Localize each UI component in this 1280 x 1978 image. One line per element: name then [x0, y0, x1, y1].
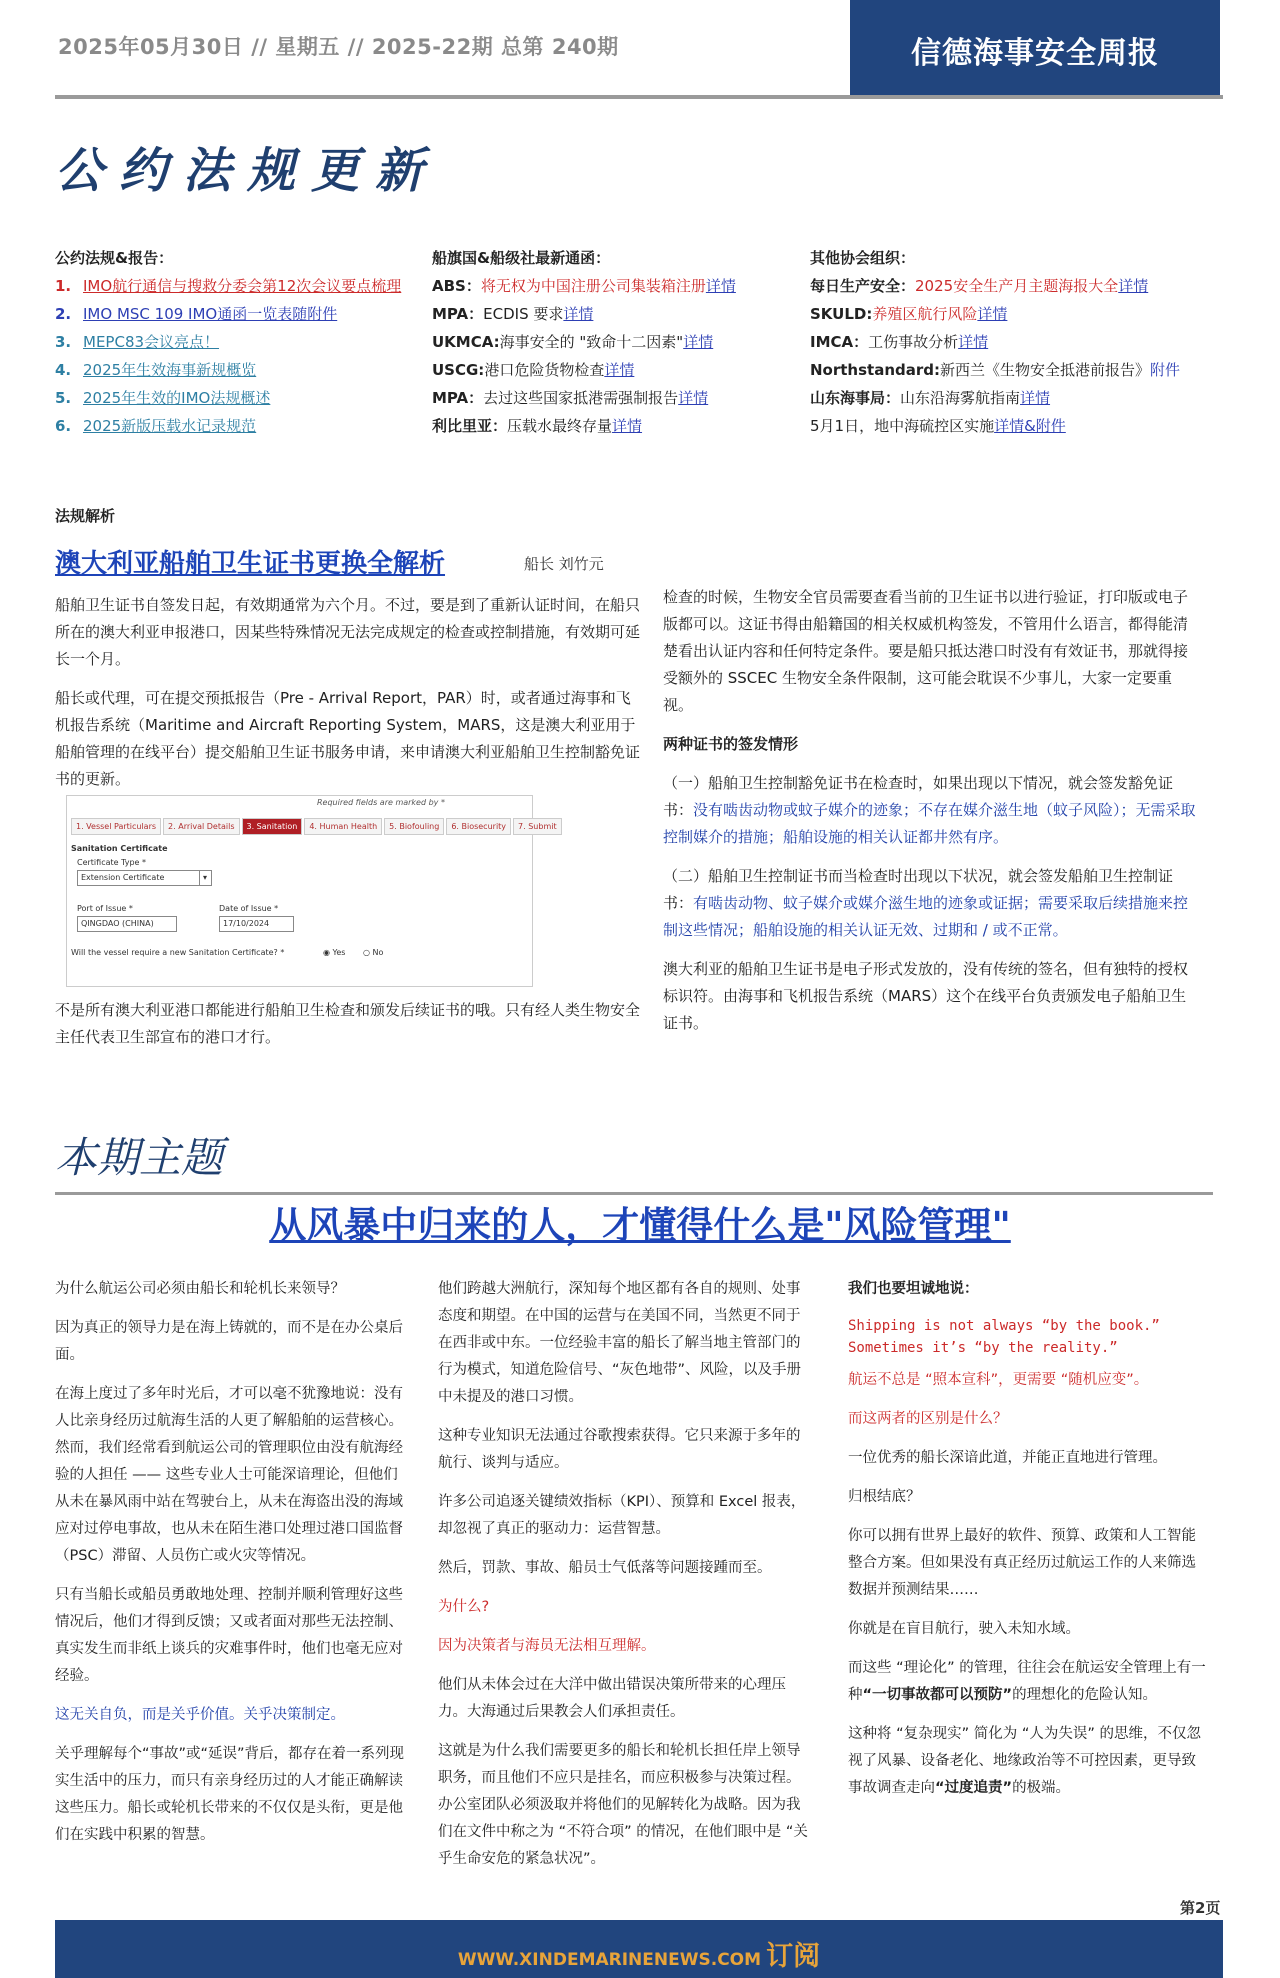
- article-title[interactable]: 澳大利亚船舶卫生证书更换全解析: [55, 549, 446, 579]
- list-item: USCG:港口危险货物检查详情: [432, 361, 635, 379]
- list-item: MPA：ECDIS 要求详情: [432, 305, 594, 323]
- regulation-link[interactable]: 2025新版压载水记录规范: [83, 417, 257, 435]
- details-link[interactable]: 详情: [563, 305, 594, 323]
- highlight-paragraph: 而这两者的区别是什么？: [848, 1411, 1008, 1427]
- paragraph: 澳大利亚的船舶卫生证书是电子形式发放的，没有传统的签名，但有独特的授权标识符。由海事和飞机报告系统（MARS）这个在线平台负责颁发电子船舶卫生证书。: [663, 960, 1189, 1032]
- field-label: Date of Issue *: [219, 904, 279, 913]
- highlight-paragraph: 为什么?: [438, 1599, 490, 1615]
- list-item[interactable]: 4. 2025年生效海事新规概览: [55, 361, 257, 379]
- brand-title: 信德海事安全周报: [911, 36, 1159, 71]
- article-right-column: [663, 584, 1201, 1049]
- paragraph: 这就是为什么我们需要更多的船长和轮机长担任岸上领导职务，而且他们不应只是挂名，而应积极参与决策过程。办公室团队必须汲取并将他们的见解转化为战略。因为我们在文件中称之为 “不符合项” 的情况，在他们眼中是 “关乎生命安危的紧急状况”。: [438, 1743, 808, 1867]
- details-link[interactable]: 详情: [678, 389, 709, 407]
- page-number: 第2页: [1180, 1899, 1221, 1917]
- form-question: Will the vessel require a new Sanitation Certificate? *: [71, 948, 285, 957]
- list-item[interactable]: 2. IMO MSC 109 IMO通函一览表随附件: [55, 305, 338, 323]
- regulation-link[interactable]: IMO航行通信与搜救分委会第12次会议要点梳理: [83, 277, 402, 295]
- paragraph: 关乎理解每个“事故”或“延误”背后，都存在着一系列现实生活中的压力，而只有亲身经历过的人才能正确解读这些压力。船长或轮机长带来的不仅仅是头衔，更是他们在实践中积累的智慧。: [55, 1746, 405, 1843]
- field-label: Port of Issue *: [77, 904, 133, 913]
- paragraph: 不是所有澳大利亚港口都能进行船舶卫生检查和颁发后续证书的哦。只有经人类生物安全主任代表卫生部宣布的港口才行。: [55, 1001, 641, 1046]
- paragraph: 你可以拥有世界上最好的软件、预算、政策和人工智能整合方案。但如果没有真正经历过航运工作的人来筛选数据并预测结果……: [848, 1528, 1196, 1598]
- highlight-paragraph: 航运不总是 “照本宣科”，更需要 “随机应变”。: [848, 1372, 1149, 1388]
- tab-biosecurity: 6. Biosecurity: [446, 818, 511, 835]
- list-item[interactable]: 1. IMO航行通信与搜救分委会第12次会议要点梳理: [55, 277, 402, 295]
- paragraph: 一位优秀的船长深谙此道，并能正直地进行管理。: [848, 1450, 1167, 1466]
- mars-form-screenshot: [66, 795, 557, 987]
- form-tabs: [71, 818, 562, 835]
- details-link[interactable]: 详情: [1118, 277, 1149, 295]
- tab-biofouling: 5. Biofouling: [384, 818, 444, 835]
- details-link[interactable]: 详情: [958, 333, 989, 351]
- paragraph: 许多公司追逐关键绩效指标（KPI）、预算和 Excel 报表，却忽视了真正的驱动力：运营智慧。: [438, 1494, 806, 1537]
- paragraph: （二）船舶卫生控制证书而当检查时出现以下状况，就会签发船舶卫生控制证书：有啮齿动物、蚊子媒介或媒介滋生地的迹象或证据；需要采取后续措施来控制这些情况；船舶设施的相关认证无效、过期和 / 或不正常。: [663, 867, 1189, 939]
- feature-column-3: [848, 1276, 1208, 1814]
- paragraph: 这种专业知识无法通过谷歌搜索获得。它只来源于多年的航行、谈判与适应。: [438, 1428, 801, 1471]
- list-item: 山东海事局：山东沿海雾航指南详情: [810, 389, 1051, 407]
- regulations-column: [55, 244, 435, 440]
- list-item: 利比里亚：压载水最终存量详情: [432, 417, 643, 435]
- paragraph: 归根结底？: [848, 1489, 921, 1505]
- list-item[interactable]: 5. 2025年生效的IMO法规概述: [55, 389, 271, 407]
- paragraph: 在海上度过了多年时光后，才可以毫不犹豫地说：没有人比亲身经历过航海生活的人更了解船舶的运营核心。然而，我们经常看到航运公司的管理职位由没有航海经验的人担任 —— 这些专业人士可能深谙理论，但他们从未在暴风雨中站在驾驶台上，从未在海盗出没的海域应对过停电事故，也从未在陌生港口处理过港口国监督（PSC）滞留、人员伤亡或火灾等情况。: [55, 1386, 403, 1564]
- radio-yes: ◉ Yes: [323, 948, 346, 957]
- paragraph: （一）船舶卫生控制豁免证书在检查时，如果出现以下情况，就会签发豁免证书：没有啮齿动物或蚊子媒介的迹象；不存在媒介滋生地（蚊子风险）；无需采取控制媒介的措施；船舶设施的相关认证都井然有序。: [663, 774, 1196, 846]
- list-item: UKMCA:海事安全的 "致命十二因素"详情: [432, 333, 714, 351]
- attachment-link[interactable]: 附件: [1150, 361, 1181, 379]
- list-item[interactable]: 6. 2025新版压载水记录规范: [55, 417, 257, 435]
- column-heading: 公约法规&报告：: [55, 249, 174, 267]
- list-item: 5月1日，地中海硫控区实施详情&附件: [810, 417, 1066, 435]
- details-link[interactable]: 详情&附件: [994, 417, 1066, 435]
- regulation-link[interactable]: 2025年生效的IMO法规概述: [83, 389, 271, 407]
- list-item[interactable]: 3. MEPC83会议亮点！: [55, 333, 220, 351]
- feature-column-2: [438, 1276, 814, 1885]
- highlight-paragraph: 这无关自负，而是关乎价值。关乎决策制定。: [55, 1707, 345, 1723]
- tab-vessel: 1. Vessel Particulars: [71, 818, 161, 835]
- details-link[interactable]: 详情: [1020, 389, 1051, 407]
- section-title-theme: 本期主题: [55, 1133, 224, 1182]
- subheading: 两种证书的签发情形: [663, 735, 799, 753]
- tab-arrival: 2. Arrival Details: [163, 818, 239, 835]
- website-link[interactable]: WWW.XINDEMARINENEWS.COM: [457, 1950, 762, 1970]
- field-label: Certificate Type *: [77, 858, 147, 867]
- associations-column: [810, 244, 1230, 440]
- list-item: MPA：去过这些国家抵港需强制报告详情: [432, 389, 709, 407]
- paragraph: 只有当船长或船员勇敢地处理、控制并顺利管理好这些情况后，他们才得到反馈；又或者面对那些无法控制、真实发生而非纸上谈兵的灾难事件时，他们也毫无应对经验。: [55, 1587, 403, 1684]
- english-quote: Shipping is not always “by the book.” Sometimes it’s “by the reality.”: [848, 1318, 1160, 1356]
- paragraph: 他们从未体会过在大洋中做出错误决策所带来的心理压力。大海通过后果教会人们承担责任。: [438, 1677, 786, 1720]
- details-link[interactable]: 详情: [683, 333, 714, 351]
- paragraph: 这种将 “复杂现实” 简化为 “人为失误” 的思维，不仅忽视了风暴、设备老化、地缘政治等不可控因素，更导致事故调查走向“过度追责”的极端。: [848, 1726, 1201, 1796]
- regulation-link[interactable]: MEPC83会议亮点！: [83, 333, 220, 351]
- issue-date-line: 2025年05月30日 // 星期五 // 2025-22期 总第 240期: [58, 35, 619, 59]
- list-item: 每日生产安全：2025安全生产月主题海报大全详情: [810, 277, 1149, 295]
- details-link[interactable]: 详情: [977, 305, 1008, 323]
- tab-sanitation: 3. Sanitation: [242, 818, 303, 835]
- article-kicker: 法规解析: [55, 507, 116, 525]
- cert-type-select: Extension Certificate ▾: [77, 870, 212, 886]
- flag-class-column: [432, 244, 802, 440]
- paragraph: 然后，罚款、事故、船员士气低落等问题接踵而至。: [438, 1560, 772, 1576]
- details-link[interactable]: 详情: [705, 277, 736, 295]
- brand-banner: [850, 0, 1220, 99]
- list-item: Northstandard:新西兰《生物安全抵港前报告》附件: [810, 361, 1181, 379]
- column-heading: 其他协会组织：: [810, 249, 916, 267]
- paragraph: 他们跨越大洲航行，深知每个地区都有各自的规则、处事态度和期望。在中国的运营与在美国不同，当然更不同于在西非或中东。一位经验丰富的船长了解当地主管部门的行为模式，知道危险信号、“灰色地带”、风险，以及手册中未提及的港口习惯。: [438, 1281, 802, 1405]
- chevron-down-icon: ▾: [199, 871, 210, 885]
- footer-banner: [55, 1920, 1223, 1978]
- list-item: SKULD:养殖区航行风险详情: [810, 305, 1008, 323]
- list-item: ABS：将无权为中国注册公司集装箱注册详情: [432, 277, 736, 295]
- article-left-note: [55, 997, 640, 1063]
- details-link[interactable]: 详情: [604, 361, 635, 379]
- port-field: QINGDAO (CHINA): [77, 916, 177, 932]
- section-title-regulations: 公约法规更新: [55, 143, 440, 199]
- regulation-link[interactable]: IMO MSC 109 IMO通函一览表随附件: [83, 305, 338, 323]
- paragraph: 船长或代理，可在提交预抵报告（Pre - Arrival Report，PAR）时，或者通过海事和飞机报告系统（Maritime and Aircraft Reporting System，MARS，这是澳大利亚用于船舶管理的在线平台）提交船舶卫生证书服务申请，来申请澳大利亚船舶卫生控制豁免证书的更新。: [55, 689, 641, 788]
- feature-column-1: [55, 1276, 410, 1861]
- regulation-link[interactable]: 2025年生效海事新规概览: [83, 361, 257, 379]
- paragraph: 而这些 “理论化” 的管理，往往会在航运安全管理上有一种“一切事故都可以预防”的理想化的危险认知。: [848, 1660, 1206, 1703]
- radio-no: ○ No: [363, 948, 384, 957]
- paragraph: 为什么航运公司必须由船长和轮机长来领导？: [55, 1281, 345, 1297]
- form-section-title: Sanitation Certificate: [71, 844, 168, 853]
- subheading: 我们也要坦诚地说：: [848, 1281, 979, 1297]
- article-byline: 船长 刘竹元: [524, 555, 604, 573]
- feature-headline: 从风暴中归来的人，才懂得什么是"风险管理": [269, 1204, 1011, 1247]
- date-field: 17/10/2024: [219, 916, 294, 932]
- tab-health: 4. Human Health: [304, 818, 382, 835]
- tab-submit: 7. Submit: [513, 818, 562, 835]
- paragraph: 因为真正的领导力是在海上铸就的，而不是在办公桌后面。: [55, 1320, 403, 1363]
- paragraph: 船舶卫生证书自签发日起，有效期通常为六个月。不过，要是到了重新认证时间，在船只所在的澳大利亚申报港口，因某些特殊情况无法完成规定的检查或控制措施，有效期可延长一个月。: [55, 596, 641, 668]
- header-divider: [55, 95, 1223, 99]
- list-item: IMCA：工伤事故分析详情: [810, 333, 989, 351]
- highlight-paragraph: 因为决策者与海员无法相互理解。: [438, 1638, 656, 1654]
- paragraph: 检查的时候，生物安全官员需要查看当前的卫生证书以进行验证，打印版或电子版都可以。这证书得由船籍国的相关权威机构签发，不管用什么语言，都得能清楚看出认证内容和任何特定条件。要是船只抵达港口时没有有效证书，那就得接受额外的 SSCEC 生物安全条件限制，这可能会耽误不少事儿，大家一定要重视。: [663, 588, 1189, 714]
- paragraph: 你就是在盲目航行，驶入未知水域。: [848, 1621, 1080, 1637]
- required-note: Required fields are marked by *: [317, 798, 445, 807]
- details-link[interactable]: 详情: [612, 417, 643, 435]
- article-left-column: [55, 592, 640, 805]
- column-heading: 船旗国&船级社最新通函：: [432, 249, 611, 267]
- subscribe-link[interactable]: 订阅: [766, 1941, 821, 1972]
